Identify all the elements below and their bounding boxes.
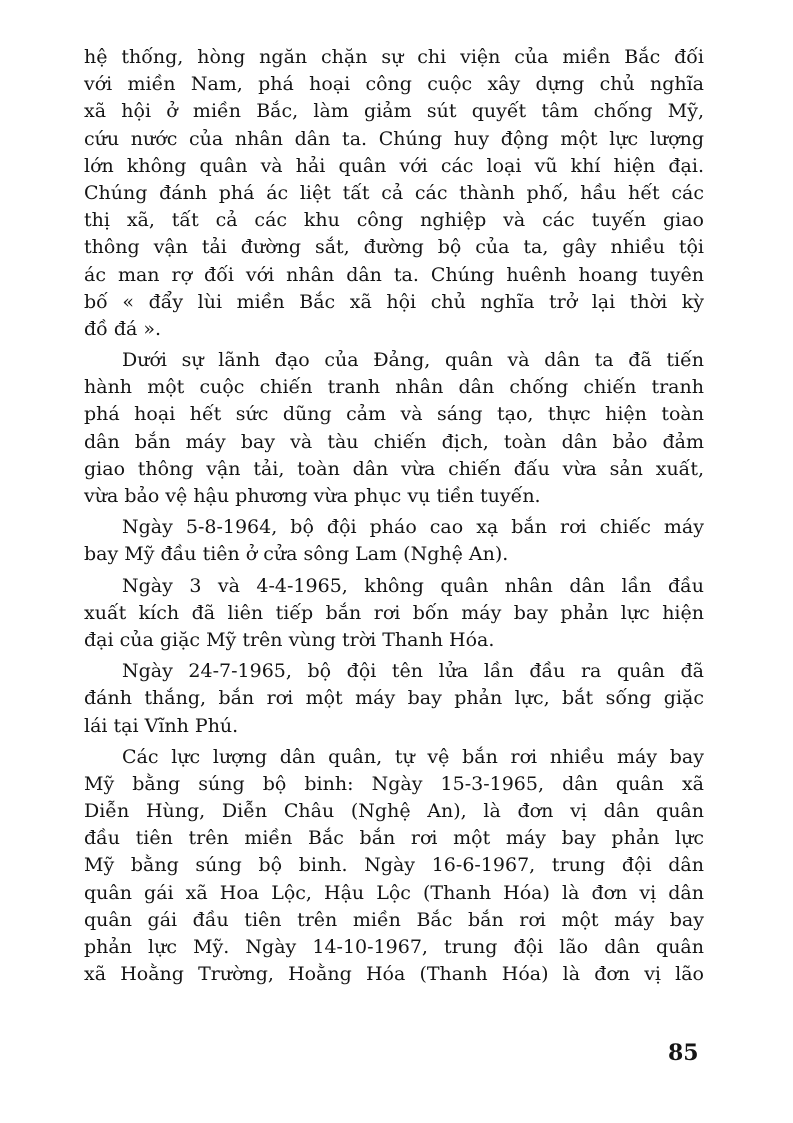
paragraph-6: [84, 744, 704, 989]
text-line: đầu tiên trên miền Bắc bắn rơi một máy bay phản lực: [84, 827, 704, 850]
paragraph-5: [84, 658, 704, 740]
text-line: Mỹ bằng súng bộ binh. Ngày 16-6-1967, trung đội dân: [84, 854, 704, 877]
text-line: Ngày 24-7-1965, bộ đội tên lửa lần đầu ra quân đã: [122, 660, 704, 683]
text-line: xã hội ở miền Bắc, làm giảm sút quyết tâm chống Mỹ,: [84, 100, 704, 123]
text-line: với miền Nam, phá hoại công cuộc xây dựng chủ nghĩa: [84, 73, 704, 96]
text-line: lái tại Vĩnh Phú.: [84, 714, 239, 737]
text-line: ác man rợ đối với nhân dân ta. Chúng huênh hoang tuyên: [84, 263, 704, 286]
text-line: xã Hoằng Trường, Hoằng Hóa (Thanh Hóa) là đơn vị lão: [84, 963, 704, 986]
text-line: quân gái đầu tiên trên miền Bắc bắn rơi một máy bay: [84, 908, 704, 931]
text-line: thông vận tải đường sắt, đường bộ của ta, gây nhiều tội: [84, 236, 704, 259]
text-line: phá hoại hết sức dũng cảm và sáng tạo, thực hiện toàn: [84, 403, 704, 426]
paragraph-1: [84, 44, 704, 343]
paragraph-3: [84, 514, 704, 568]
text-line: Ngày 3 và 4-4-1965, không quân nhân dân lần đầu: [122, 574, 704, 597]
paragraph-2: [84, 347, 704, 510]
text-line: quân gái xã Hoa Lộc, Hậu Lộc (Thanh Hóa) là đơn vị dân: [84, 881, 704, 904]
page-body: [84, 44, 704, 988]
text-line: xuất kích đã liên tiếp bắn rơi bốn máy bay phản lực hiện: [84, 601, 704, 624]
text-line: đồ đá ».: [84, 317, 162, 340]
text-line: lớn không quân và hải quân với các loại vũ khí hiện đại.: [84, 154, 704, 177]
text-line: Ngày 5-8-1964, bộ đội pháo cao xạ bắn rơi chiếc máy: [122, 516, 704, 539]
text-line: cứu nước của nhân dân ta. Chúng huy động một lực lượng: [84, 127, 704, 150]
text-line: vừa bảo vệ hậu phương vừa phục vụ tiền tuyến.: [84, 485, 541, 507]
text-line: bay Mỹ đầu tiên ở cửa sông Lam (Nghệ An).: [84, 543, 509, 566]
text-line: Các lực lượng dân quân, tự vệ bắn rơi nhiều máy bay: [122, 745, 704, 768]
text-line: phản lực Mỹ. Ngày 14-10-1967, trung đội lão dân quân: [84, 936, 704, 958]
text-line: dân bắn máy bay và tàu chiến địch, toàn dân bảo đảm: [84, 430, 704, 453]
paragraph-4: [84, 573, 704, 655]
text-line: Dưới sự lãnh đạo của Đảng, quân và dân ta đã tiến: [122, 349, 704, 372]
text-line: thị xã, tất cả các khu công nghiệp và các tuyến giao: [84, 209, 704, 232]
page-number: 85: [668, 1040, 699, 1066]
text-line: hành một cuộc chiến tranh nhân dân chống chiến tranh: [84, 376, 704, 399]
text-line: giao thông vận tải, toàn dân vừa chiến đấu vừa sản xuất,: [84, 457, 704, 480]
text-line: bố « đẩy lùi miền Bắc xã hội chủ nghĩa trở lại thời kỳ: [84, 290, 704, 313]
text-line: đánh thắng, bắn rơi một máy bay phản lực, bắt sống giặc: [84, 687, 704, 710]
text-line: đại của giặc Mỹ trên vùng trời Thanh Hóa.: [84, 628, 495, 651]
text-line: Mỹ bằng súng bộ binh: Ngày 15-3-1965, dân quân xã: [84, 772, 704, 795]
text-line: Chúng đánh phá ác liệt tất cả các thành phố, hầu hết các: [84, 181, 704, 204]
text-line: hệ thống, hòng ngăn chặn sự chi viện của miền Bắc đối: [84, 46, 704, 68]
text-line: Diễn Hùng, Diễn Châu (Nghệ An), là đơn vị dân quân: [84, 800, 704, 823]
